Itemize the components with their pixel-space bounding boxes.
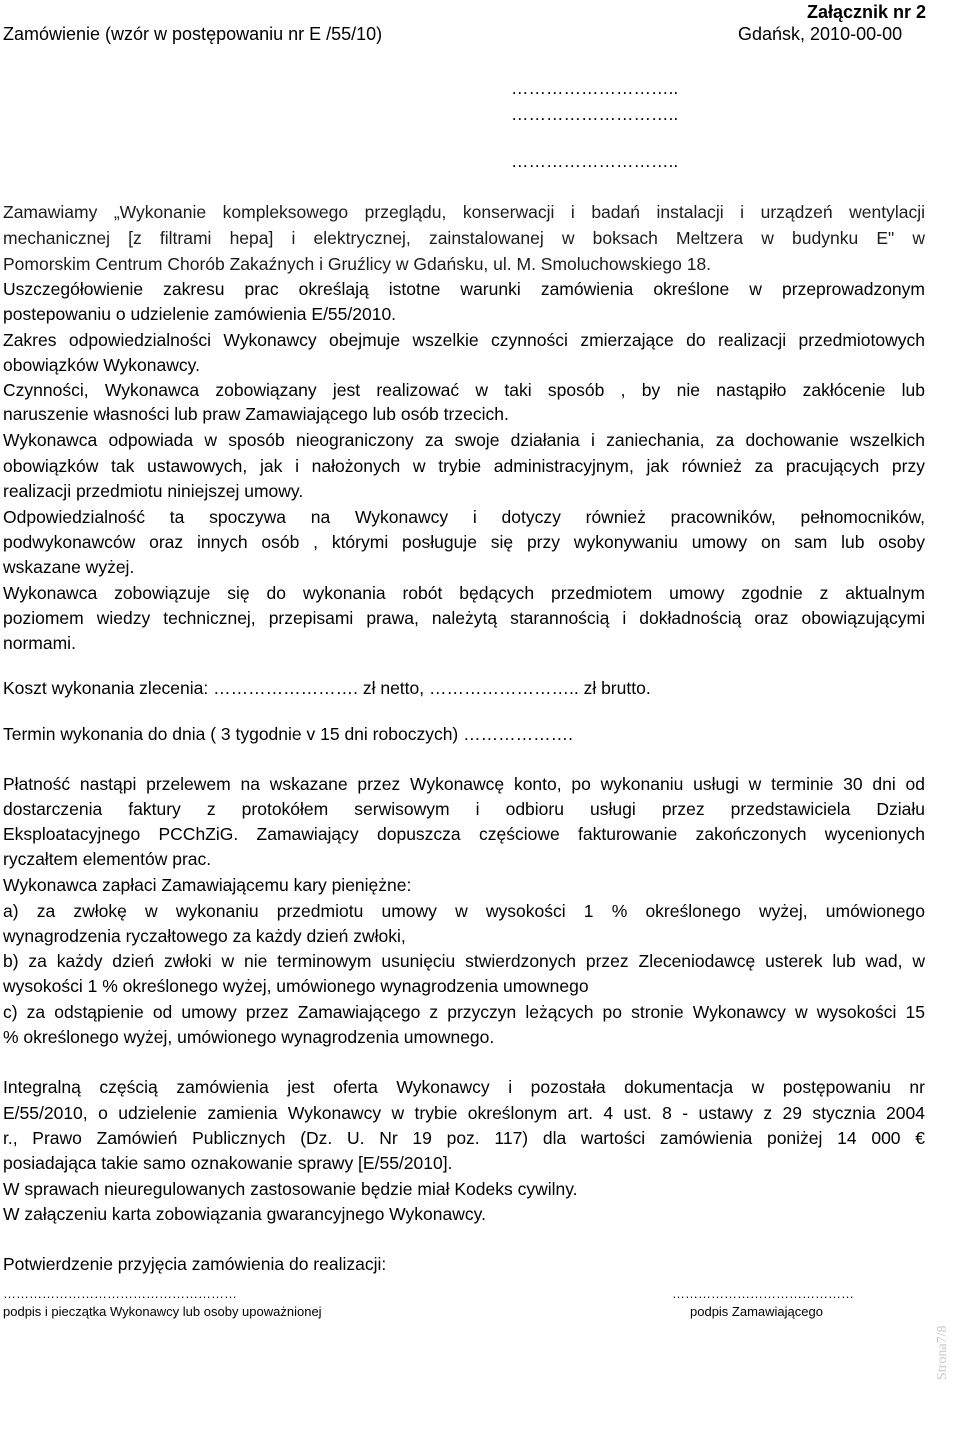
- payment-line: % określonego wyżej, umówionego wynagrodzenia umownego.: [3, 1027, 495, 1047]
- header-dots-1: ………………………..: [511, 78, 679, 98]
- integral-line: Integralną częścią zamówienia jest oferta Wykonawcy i pozostała dokumentacja w postępowaniu nr: [3, 1077, 925, 1097]
- payment-line: wynagrodzenia ryczałtowego za każdy dzień zwłoki,: [3, 926, 406, 946]
- header-dots-3: ………………………..: [511, 151, 679, 171]
- header-dots-2: ………………………..: [511, 104, 679, 124]
- payment-line: Eksploatacyjnego PCChZiG. Zamawiający dopuszcza częściowe fakturowanie zakończonych wycenionych: [3, 824, 925, 844]
- body-line: Czynności, Wykonawca zobowiązany jest realizować w taki sposób , by nie nastąpiło zakłócenie lub: [3, 380, 925, 400]
- attachment-label: Załącznik nr 2: [807, 2, 927, 22]
- payment-line: ryczałtem elementów prac.: [3, 849, 212, 869]
- contractor-signature-dots: ………………………………………………: [3, 1286, 237, 1301]
- body-line: poziomem wiedzy technicznej, przepisami prawa, należytą starannością i dokładnością oraz obowiązującymi: [3, 608, 925, 628]
- confirmation-heading: Potwierdzenie przyjęcia zamówienia do realizacji:: [3, 1254, 387, 1274]
- body-line: Wykonawca zobowiązuje się do wykonania robót będących przedmiotem umowy zgodnie z aktualnym: [3, 583, 925, 603]
- body-line: podwykonawców oraz innych osób , którymi posługuje się przy wykonywaniu umowy on sam lub osoby: [3, 532, 925, 552]
- page-number-text: Strona7/8: [935, 1325, 950, 1380]
- body-line: Uszczegółowienie zakresu prac określają istotne warunki zamówienia określone w przeprowadzonym: [3, 279, 925, 299]
- payment-line: b) za każdy dzień zwłoki w nie terminowym usunięciu stwierdzonych przez Zleceniodawcę usterek lub wad, w: [3, 951, 925, 971]
- integral-line: r., Prawo Zamówień Publicznych (Dz. U. Nr 19 poz. 117) dla wartości zamówienia poniżej 14 000 €: [3, 1128, 925, 1148]
- client-signature-label: podpis Zamawiającego: [690, 1304, 823, 1319]
- body-line: normami.: [3, 633, 76, 653]
- deadline-line: Termin wykonania do dnia ( 3 tygodnie v 15 dni roboczych) ……………….: [3, 724, 573, 744]
- body-line: Zamawiamy „Wykonanie kompleksowego przeglądu, konserwacji i badań instalacji i urządzeń wentylacji: [3, 202, 925, 222]
- body-line: realizacji przedmiotu niniejszej umowy.: [3, 481, 304, 501]
- body-line: naruszenie własności lub praw Zamawiającego lub osób trzecich.: [3, 404, 509, 424]
- place-date: Gdańsk, 2010-00-00: [738, 24, 903, 44]
- payment-line: wysokości 1 % określonego wyżej, umówionego wynagrodzenia umownego: [3, 976, 589, 996]
- integral-line: posiadająca takie samo oznakowanie sprawy [E/55/2010].: [3, 1153, 453, 1173]
- body-line: obowiązków Wykonawcy.: [3, 355, 200, 375]
- body-line: mechanicznej [z filtrami hepa] i elektrycznej, zainstalowanej w boksach Meltzera w budynku E" w: [3, 228, 925, 248]
- body-line: Pomorskim Centrum Chorób Zakaźnych i Gruźlicy w Gdańsku, ul. M. Smoluchowskiego 18.: [3, 254, 712, 274]
- payment-line: dostarczenia faktury z protokółem serwisowym i odbioru usługi przez przedstawiciela Działu: [3, 799, 925, 819]
- body-line: Odpowiedzialność ta spoczywa na Wykonawcy i dotyczy również pracowników, pełnomocników,: [3, 507, 925, 527]
- contractor-signature-label: podpis i pieczątka Wykonawcy lub osoby upoważnionej: [3, 1304, 322, 1319]
- integral-line: W sprawach nieuregulowanych zastosowanie będzie miał Kodeks cywilny.: [3, 1179, 578, 1199]
- payment-line: Płatność nastąpi przelewem na wskazane przez Wykonawcę konto, po wykonaniu usługi w terminie 30 dni od: [3, 774, 925, 794]
- payment-line: c) za odstąpienie od umowy przez Zamawiającego z przyczyn leżących po stronie Wykonawcy w wysokości 15: [3, 1002, 925, 1022]
- body-line: wskazane wyżej.: [3, 557, 135, 577]
- cost-line: Koszt wykonania zlecenia: ……………………. zł netto, …………………….. zł brutto.: [3, 678, 651, 698]
- client-signature-dots: ……………………………………: [672, 1286, 854, 1301]
- payment-line: a) za zwłokę w wykonaniu przedmiotu umowy w wysokości 1 % określonego wyżej, umówionego: [3, 901, 925, 921]
- page-number: [933, 1325, 960, 1380]
- body-line: postepowaniu o udzielenie zamówienia E/55/2010.: [3, 304, 397, 324]
- integral-line: W załączeniu karta zobowiązania gwarancyjnego Wykonawcy.: [3, 1204, 486, 1224]
- body-line: Zakres odpowiedzialności Wykonawcy obejmuje wszelkie czynności zmierzające do realizacji przedmiotowych: [3, 330, 925, 350]
- payment-line: Wykonawca zapłaci Zamawiającemu kary pieniężne:: [3, 875, 412, 895]
- body-line: obowiązków tak ustawowych, jak i nałożonych w trybie administracyjnym, jak również za pracujących przy: [3, 456, 925, 476]
- order-title: Zamówienie (wzór w postępowaniu nr E /55/10): [3, 24, 383, 44]
- integral-line: E/55/2010, o udzielenie zamienia Wykonawcy w trybie określonym art. 4 ust. 8 - ustawy z 29 stycznia 2004: [3, 1103, 925, 1123]
- body-line: Wykonawca odpowiada w sposób nieograniczony za swoje działania i zaniechania, za dochowanie wszelkich: [3, 430, 925, 450]
